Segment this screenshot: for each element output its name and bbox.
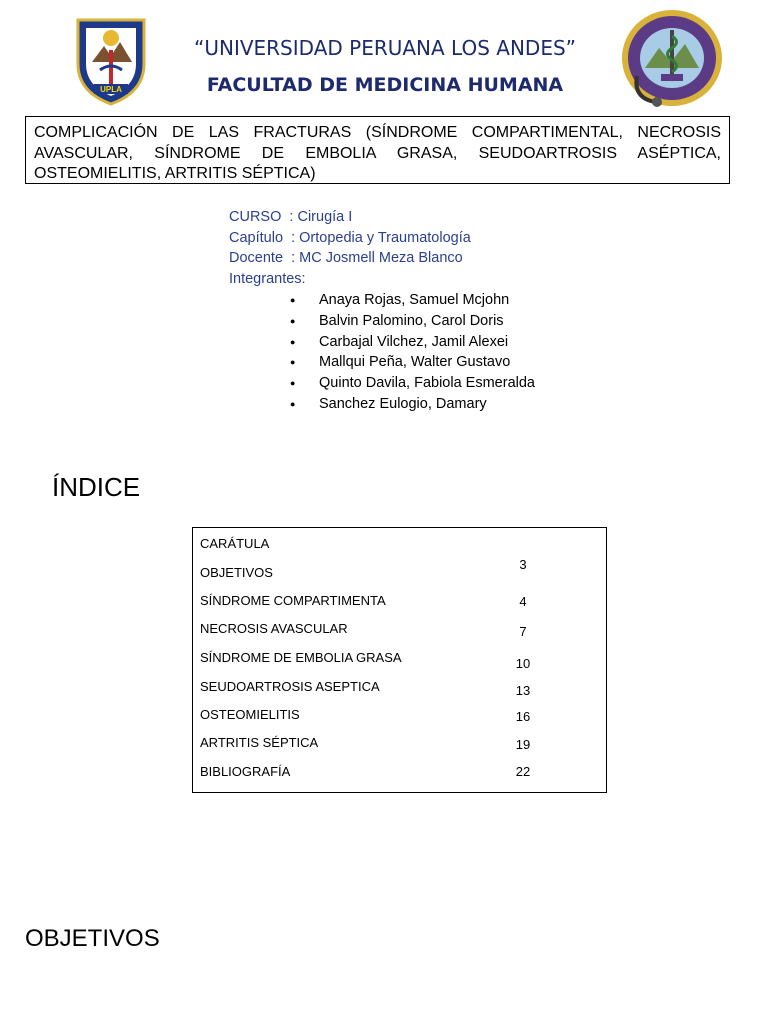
index-row (200, 735, 600, 755)
objectives-heading: OBJETIVOS (25, 925, 160, 952)
index-label: BIBLIOGRAFÍA (200, 764, 291, 779)
member-item: ● Quinto Davila, Fabiola Esmeralda (290, 373, 535, 394)
university-logo (70, 12, 152, 106)
index-label: SÍNDROME COMPARTIMENTA (200, 593, 386, 608)
member-item: ● Anaya Rojas, Samuel Mcjohn (290, 290, 535, 311)
index-row (200, 764, 600, 784)
document-title-box: COMPLICACIÓN DE LAS FRACTURAS (SÍNDROME COMPARTIMENTAL, NECROSIS AVASCULAR, SÍNDROME DE EMBOLIA GRASA, SEUDOARTROSIS ASÉPTICA, OSTEOMIELITIS, ARTRITIS SÉPTICA) (25, 116, 730, 184)
index-label: OBJETIVOS (200, 565, 273, 580)
index-label: SEUDOARTROSIS ASEPTICA (200, 679, 380, 694)
index-row (200, 536, 600, 556)
index-label: OSTEOMIELITIS (200, 707, 300, 722)
members-list (290, 290, 535, 415)
index-heading: ÍNDICE (52, 472, 141, 502)
index-page: 13 (515, 683, 531, 698)
index-row (200, 707, 600, 727)
index-page: 4 (519, 594, 527, 609)
index-row (200, 679, 600, 699)
university-name: “UNIVERSIDAD PERUANA LOS ANDES” (193, 36, 577, 60)
course-info (229, 207, 471, 289)
member-item: ● Balvin Palomino, Carol Doris (290, 311, 535, 332)
index-page: 16 (515, 709, 531, 724)
faculty-seal-logo (615, 6, 729, 110)
index-row (200, 593, 600, 613)
index-row (200, 557, 600, 585)
members-label: Integrantes: (229, 270, 306, 287)
index-table (192, 527, 607, 793)
index-label: NECROSIS AVASCULAR (200, 621, 348, 636)
member-item: ● Mallqui Peña, Walter Gustavo (290, 352, 535, 373)
chapter-label: Capítulo : Ortopedia y Traumatología (229, 229, 471, 246)
index-page: 19 (515, 737, 531, 752)
index-row (200, 621, 600, 641)
faculty-name: FACULTAD DE MEDICINA HUMANA (206, 74, 564, 96)
member-item: ● Sanchez Eulogio, Damary (290, 394, 535, 415)
index-page: 3 (519, 557, 527, 572)
svg-text:UPLA: UPLA (100, 85, 122, 94)
index-label: CARÁTULA (200, 536, 270, 551)
teacher-label: Docente : MC Josmell Meza Blanco (229, 250, 463, 267)
index-page: 10 (515, 656, 531, 671)
index-label: ARTRITIS SÉPTICA (200, 735, 319, 750)
index-page: 7 (519, 624, 527, 639)
index-label: SÍNDROME DE EMBOLIA GRASA (200, 650, 402, 665)
index-page: 22 (515, 764, 531, 779)
course-label: CURSO : Cirugía I (229, 209, 353, 225)
member-item: ● Carbajal Vilchez, Jamil Alexei (290, 332, 535, 353)
index-row (200, 650, 600, 670)
